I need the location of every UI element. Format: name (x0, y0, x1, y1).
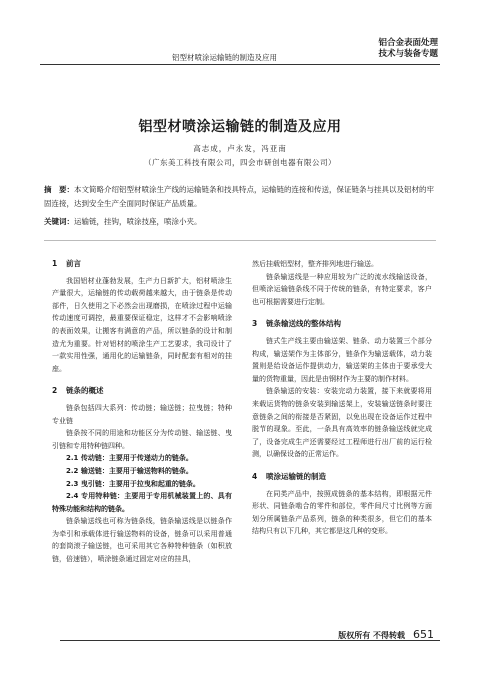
footer-rule (60, 640, 440, 641)
copyright-slogan: 版权所有 不得转载 (338, 631, 405, 640)
section-heading: 3 链条输送线的整体结构 (252, 319, 341, 329)
abstract (44, 183, 436, 211)
header-rule (40, 64, 440, 65)
paragraph: 链条输送的安装：安装完动力装置，接下来就要将用来载运货物的链条安装到输送架上，安装输送链条时要注意链条之间的衔接是否紧固，以免出现在设备运作过程中脱节的现象。至此，一条具有高效率的链条输送线就完成了，设备完成生产还需要经过工程师进行出厂前的运行检测，以确保设备的正常运作。 (252, 387, 432, 459)
section-heading: 4 喷涂运输链的制造 (252, 471, 326, 481)
column-label-line2: 技术与装备专题 (378, 49, 438, 59)
paragraph: 链式生产线主要由输送架、链条、动力装置三个部分构成，输送架作为主体部分，链条作为输送载体，动力装置则是给设备运作提供动力，输送架的主体由于要承受大量的货物重量，因此是由钢材作为主要的制作材料。 (252, 336, 432, 383)
paragraph: 链条输送线也可称为链条线，链条输送线是以链条作为牵引和承载体进行输送物料的设备，链条可以采用普通的套筒滚子输送链，也可采用其它各种特种链条（如积放链，倍速链），喷涂链条通过固定对应的挂具， (52, 517, 232, 564)
column-label (378, 38, 438, 60)
section-heading: 1 前言 (52, 259, 81, 268)
paragraph: 然后挂载铝型材，整齐排列地进行输送。 (252, 260, 378, 268)
keywords (44, 215, 436, 229)
page-number: 651 (413, 628, 434, 641)
paragraph: 链条按不同的用途和功能区分为传动链、输送链、曳引链和专用特种链四种。 (52, 429, 232, 450)
column-label-line1: 铝合金表面处理 (378, 38, 438, 48)
left-column (52, 258, 232, 566)
paragraph: 我国铝材业蓬勃发展，生产力日新扩大，铝材喷涂生产量很大，运输链的传动载荷越来越大，由于链条是传动部件，日久使用之下必然会出现磨损，在喷涂过程中运输传动速度可调控，最重要保证稳定，这样才不会影响喷涂的表面效果，让搬客有满意的产品，所以链条的设计和制造尤为重要。针对铝材的喷涂生产工艺要求，我司设计了一款实用性强，通用化的运输链条，同时配套有相对的挂座。 (52, 276, 232, 373)
subsection-heading: 2.4 专用特种链：主要用于专用机械装置上的、具有特殊功能和结构的链条。 (52, 492, 232, 513)
abstract-divider (44, 240, 436, 241)
keywords-text: 运输链，挂钩，喷涂技座，喷涂小夹。 (74, 217, 202, 226)
article-authors: 高志成，卢永发，冯亚南 (193, 144, 287, 153)
paragraph: 链条输送线是一种应用较为广泛的流水线输送设备，但喷涂运输链条线不同于传统的链条，有特定要求，客户也可根据需要进行定制。 (252, 272, 432, 306)
subsection-heading: 2.2 输送链：主要用于输送物料的链条。 (66, 466, 193, 475)
right-column (252, 258, 432, 538)
subsection-heading: 2.3 曳引链：主要用于拉曳和起重的链条。 (66, 479, 200, 488)
keywords-label: 关键词： (44, 217, 74, 226)
article-title: 铝型材喷涂运输链的制造及应用 (138, 119, 342, 135)
abstract-text: 本文简略介绍铝型材喷涂生产线的运输链条和技具特点，运输链的连接和传送，保证链条与挂具以及铝材的牢固连接，达到安全生产全面同时保证产品质量。 (44, 185, 434, 208)
paragraph: 在同类产品中，按照成链条的基本结构，即根据元件形状、同链条啮合的零件和部位，零件间尺寸比例等方面划分所属链条产品系列，链条的种类很多，但它们的基本结构只有以下几种，其它都是这几种的变形。 (252, 489, 432, 536)
running-title: 铝型材喷涂运输链的制造及应用 (172, 53, 277, 62)
abstract-label: 摘 要： (44, 185, 74, 194)
article-affiliation: （广东美工科技有限公司，四会市研创电器有限公司） (144, 158, 336, 167)
paragraph: 链条包括四大系列：传动链；输送链；拉曳链；特种专业链 (52, 403, 232, 425)
subsection-heading: 2.1 传动链：主要用于传递动力的链条。 (66, 454, 193, 463)
section-heading: 2 链条的概述 (52, 386, 104, 396)
page-header (40, 30, 440, 70)
